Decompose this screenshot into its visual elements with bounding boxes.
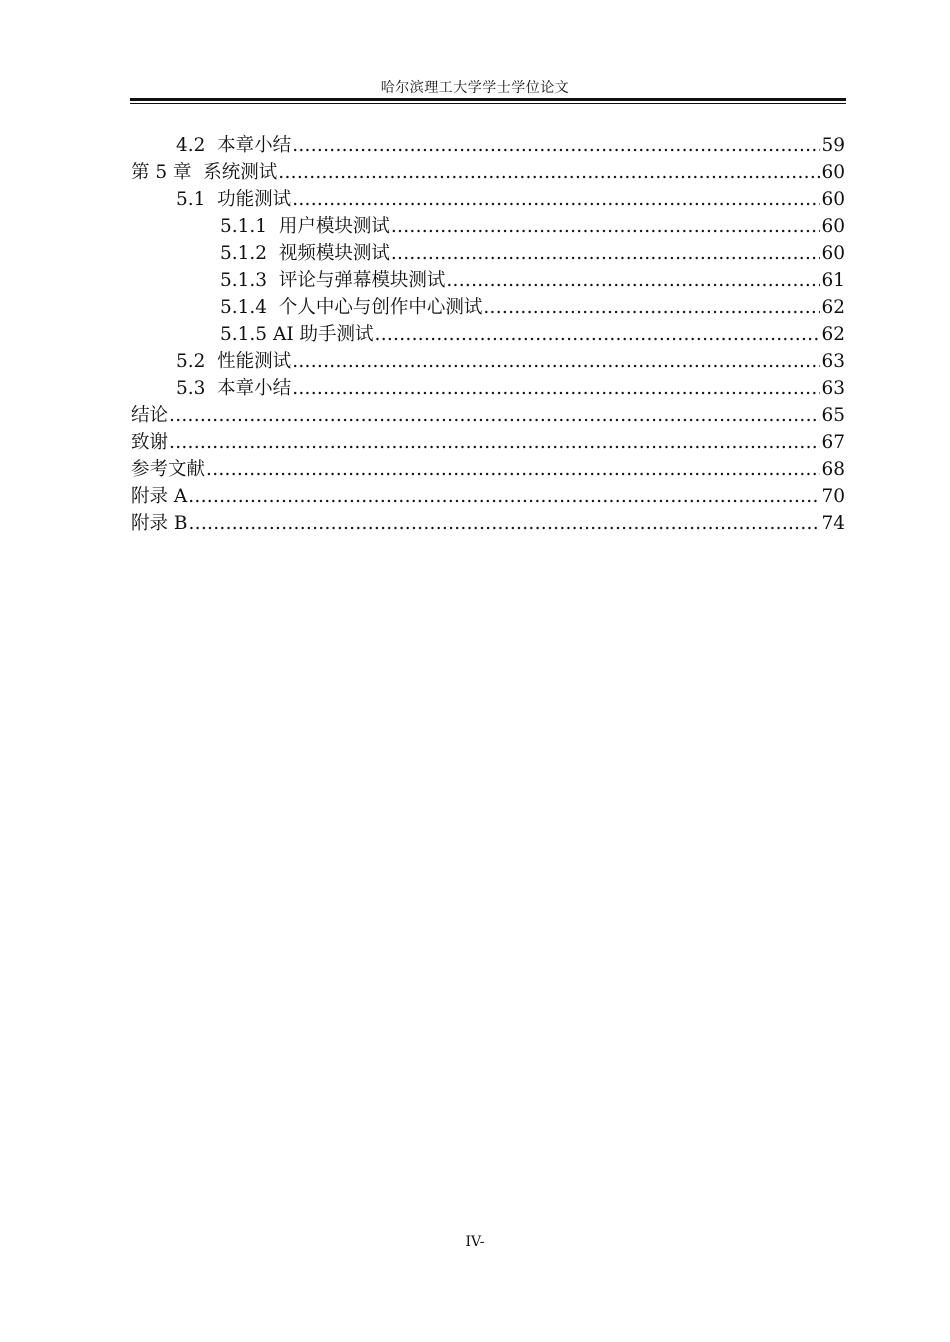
toc-entry-page: 67: [821, 432, 845, 453]
toc-dot-leader: [292, 375, 820, 402]
toc-entry-5-1-5[interactable]: [131, 321, 845, 348]
page-number: IV-: [465, 1234, 485, 1250]
toc-entry-5-1-4[interactable]: [131, 294, 845, 321]
toc-entry-5-1-2[interactable]: [131, 240, 845, 267]
toc-entry-5-2[interactable]: [131, 348, 845, 375]
toc-entry-label: 4.2 本章小结: [176, 135, 292, 156]
table-of-contents: [131, 132, 845, 537]
toc-dot-leader: [292, 132, 820, 159]
toc-entry-acknowledgements[interactable]: [131, 429, 845, 456]
toc-entry-references[interactable]: [131, 456, 845, 483]
toc-entry-page: 70: [821, 486, 845, 507]
toc-dot-leader: [483, 294, 820, 321]
toc-entry-page: 63: [821, 351, 845, 372]
toc-entry-5-3[interactable]: [131, 375, 845, 402]
toc-entry-label: 附录 A: [131, 486, 188, 507]
toc-entry-page: 62: [821, 297, 845, 318]
toc-entry-label: 致谢: [131, 432, 169, 453]
toc-entry-page: 61: [821, 270, 845, 291]
toc-entry-chapter-5[interactable]: [131, 159, 845, 186]
toc-entry-label: 5.1.5 AI 助手测试: [220, 324, 374, 345]
toc-entry-label: 结论: [131, 405, 169, 426]
toc-dot-leader: [278, 159, 820, 186]
toc-entry-label: 5.1.3 评论与弹幕模块测试: [220, 270, 446, 291]
toc-dot-leader: [188, 510, 820, 537]
toc-entry-page: 60: [821, 189, 845, 210]
running-header-title: 哈尔滨理工大学学士学位论文: [380, 80, 570, 96]
toc-entry-label: 参考文献: [131, 459, 206, 480]
toc-entry-label: 附录 B: [131, 513, 188, 534]
toc-entry-5-1[interactable]: [131, 186, 845, 213]
toc-entry-5-1-3[interactable]: [131, 267, 845, 294]
toc-dot-leader: [206, 456, 820, 483]
toc-entry-label: 5.1 功能测试: [176, 189, 292, 210]
toc-entry-label: 第 5 章 系统测试: [131, 162, 278, 183]
toc-entry-label: 5.3 本章小结: [176, 378, 292, 399]
toc-entry-page: 62: [821, 324, 845, 345]
toc-entry-page: 60: [821, 216, 845, 237]
toc-entry-label: 5.1.1 用户模块测试: [220, 216, 390, 237]
toc-entry-appendix-a[interactable]: [131, 483, 845, 510]
toc-entry-label: 5.1.4 个人中心与创作中心测试: [220, 297, 483, 318]
toc-entry-4-2[interactable]: [131, 132, 845, 159]
toc-entry-page: 65: [821, 405, 845, 426]
toc-entry-page: 74: [821, 513, 845, 534]
toc-entry-conclusion[interactable]: [131, 402, 845, 429]
toc-entry-page: 68: [821, 459, 845, 480]
header-rule-thick: [130, 98, 846, 101]
toc-dot-leader: [292, 348, 820, 375]
toc-entry-label: 5.1.2 视频模块测试: [220, 243, 390, 264]
toc-entry-appendix-b[interactable]: [131, 510, 845, 537]
toc-dot-leader: [375, 321, 821, 348]
toc-dot-leader: [446, 267, 820, 294]
toc-entry-page: 60: [821, 243, 845, 264]
toc-dot-leader: [169, 429, 820, 456]
toc-entry-page: 63: [821, 378, 845, 399]
toc-entry-label: 5.2 性能测试: [176, 351, 292, 372]
toc-entry-page: 59: [821, 135, 845, 156]
toc-dot-leader: [391, 240, 821, 267]
toc-dot-leader: [169, 402, 820, 429]
toc-entry-page: 60: [821, 162, 845, 183]
toc-entry-5-1-1[interactable]: [131, 213, 845, 240]
toc-dot-leader: [391, 213, 821, 240]
header-rule-thin: [130, 103, 846, 104]
toc-dot-leader: [292, 186, 820, 213]
toc-dot-leader: [188, 483, 820, 510]
